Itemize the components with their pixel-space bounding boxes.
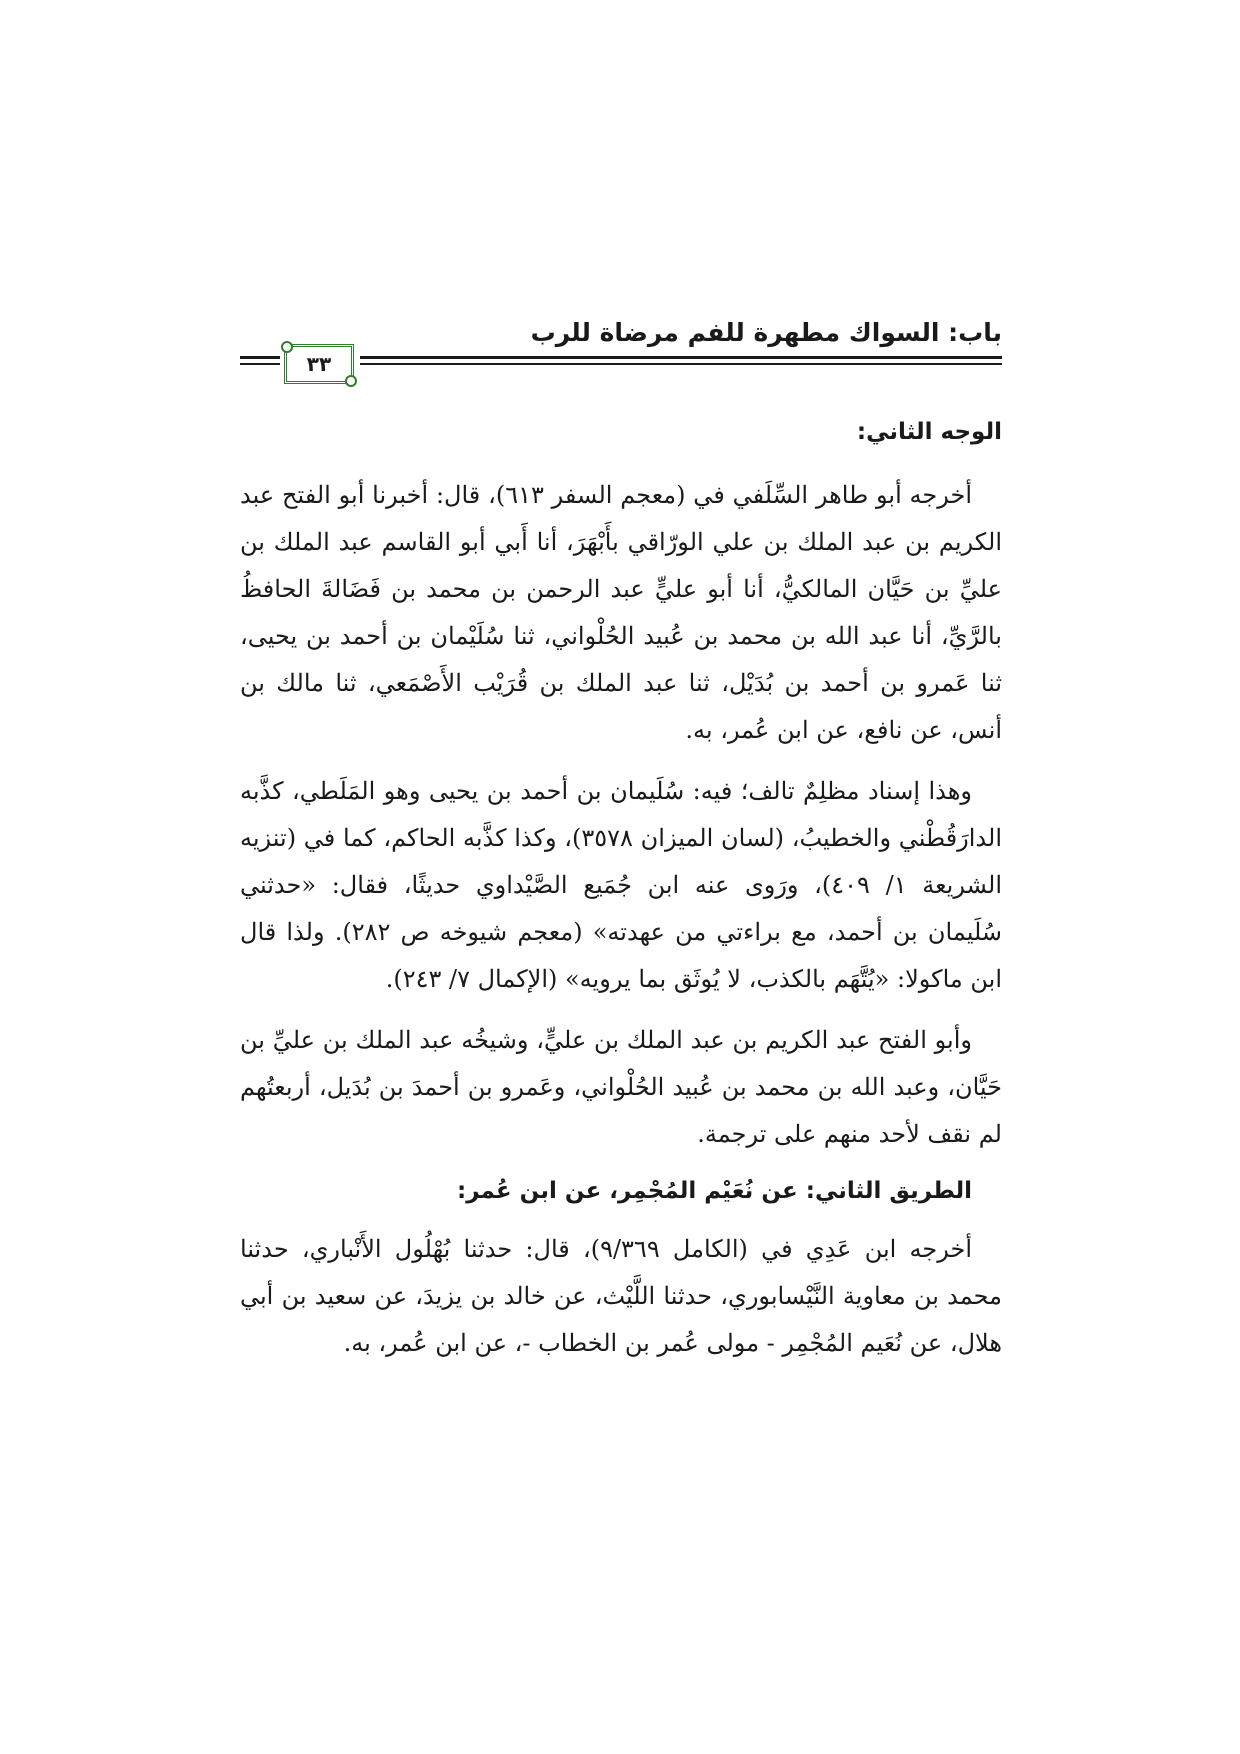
paragraph-2: وهذا إسناد مظلِمٌ تالف؛ فيه: سُلَيمان بن أحمد بن يحيى وهو المَلَطي، كذَّبه الدارَقُطْني والخطيبُ، (لسان الميزان ٣٥٧٨)، وكذا كذَّبه الحاكم، كما في (تنزيه الشريعة ١/ ٤٠٩)، ورَوى عنه ابن جُمَيع الصَّيْداوي حديثًا، فقال: «حدثني سُلَيمان بن أحمد، مع براءتي من عهدته» (معجم شيوخه ص ٢٨٢). ولذا قال ابن ماكولا: «يُتَّهَم بالكذب، لا يُوثَق بما يرويه» (الإكمال ٧/ ٢٤٣). [240,777,1003,993]
chapter-title: باب: السواك مطهرة للفم مرضاة للرب [530,318,1002,347]
header-rule-right-top [360,356,1002,359]
header-rule-right-bottom [360,363,1002,365]
page-content [240,408,1002,1381]
page-number: ٣٣ [306,352,332,376]
paragraph-3: وأبو الفتح عبد الكريم بن عبد الملك بن عليٍّ، وشيخُه عبد الملك بن عليِّ بن حَيَّان، وعبد الله بن محمد بن عُبيد الحُلْواني، وعَمرو بن أحمدَ بن بُدَيل، أربعتُهم لم نقف لأحد منهم على ترجمة. [240,1026,1002,1148]
paragraph-1: أخرجه أبو طاهر السِّلَفي في (معجم السفر ٦١٣)، قال: أخبرنا أبو الفتح عبد الكريم بن عبد الملك بن علي الورّاقي بأَبْهَرَ، أنا أَبي أبو القاسم عبد الملك بن عليِّ بن حَيَّان المالكيُّ، أنا أبو عليٍّ عبد الرحمن بن محمد بن فَضَالةَ الحافظُ بالرَّيِّ، أنا عبد الله بن محمد بن عُبيد الحُلْواني، ثنا سُلَيْمان بن أحمد بن يحيى، ثنا عَمرو بن أحمد بن بُدَيْل، ثنا عبد الملك بن قُرَيْب الأَصْمَعي، ثنا مالك بن أنس، عن نافع، عن ابن عُمر، به. [240,481,1002,744]
sub-heading: الطريق الثاني: عن نُعَيْم المُجْمِر، عن ابن عُمر: [457,1178,972,1204]
header-rule-left-top [240,356,280,359]
paragraph-4: أخرجه ابن عَدِي في (الكامل ٩/٣٦٩)، قال: حدثنا بُهْلُول الأَنْباري، حدثنا محمد بن معاوية النَّيْسابوري، حدثنا اللَّيْث، عن خالد بن يزيدَ، عن سعيد بن أبي هلال، عن نُعَيم المُجْمِر - مولى عُمر بن الخطاب -، عن ابن عُمر، به. [240,1235,1002,1357]
page-number-frame [284,344,354,384]
section-heading: الوجه الثاني: [856,419,1002,445]
header-rule-left-bottom [240,363,280,365]
